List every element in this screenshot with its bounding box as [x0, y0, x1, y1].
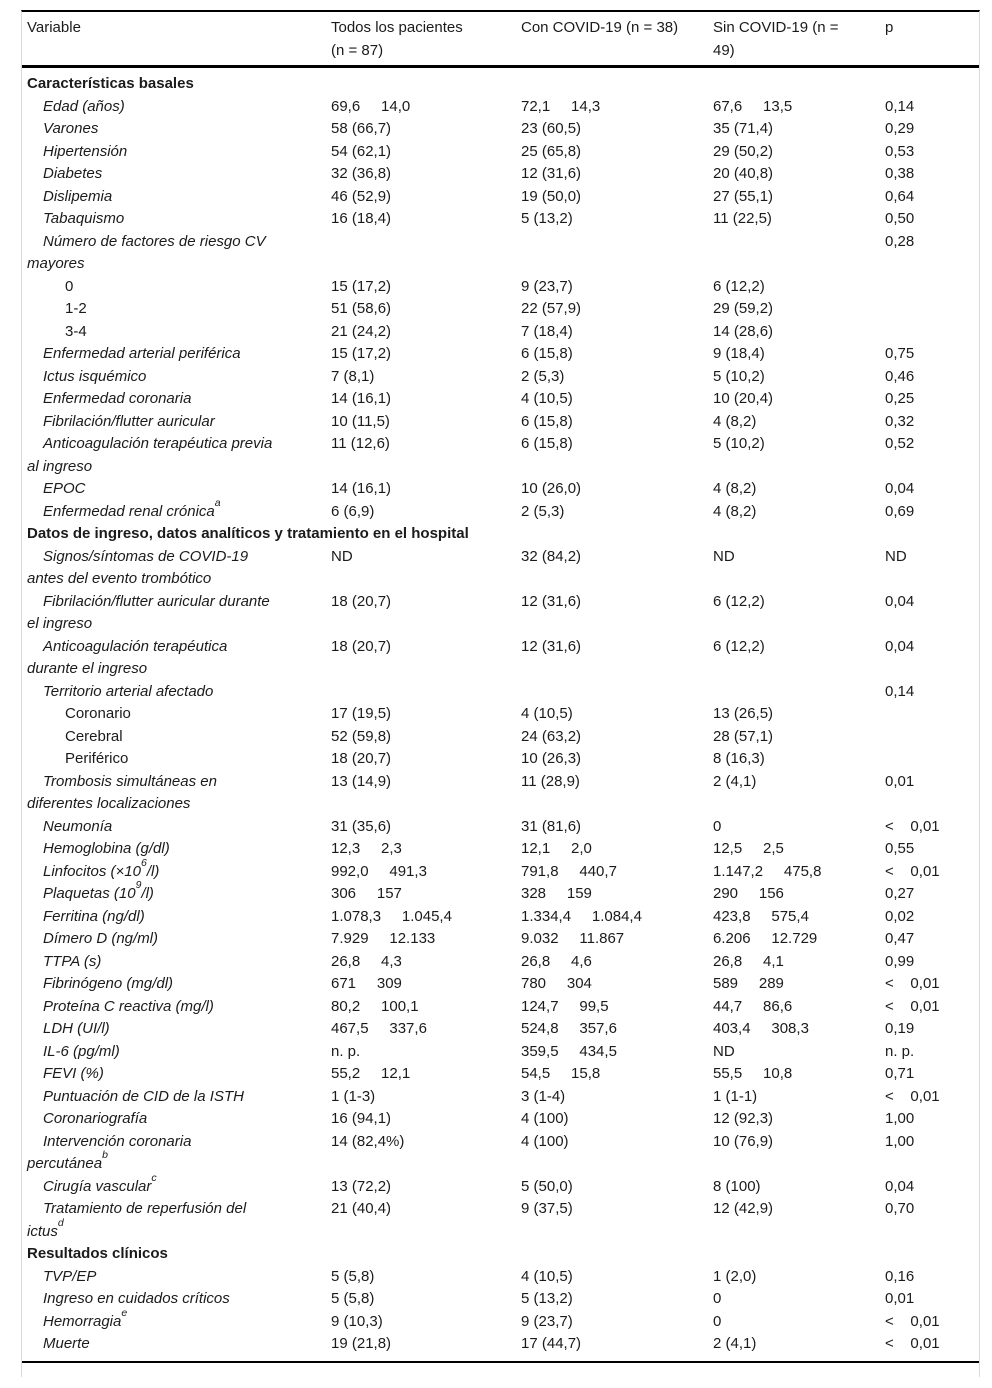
cell-todos: 21 (40,4)	[331, 1200, 392, 1217]
row-label: Tabaquismo	[43, 210, 125, 227]
cell-con-covid: 22 (57,9)	[521, 300, 582, 317]
table-row	[27, 838, 979, 861]
cell-sin-covid: 0	[713, 1312, 722, 1330]
cell-p: 0,14	[885, 682, 915, 700]
row-label: Enfermedad arterial periférica	[43, 345, 241, 362]
cell-con-covid: 24 (63,2)	[521, 727, 582, 745]
cell-sin-covid: 55,5 10,8	[713, 1065, 793, 1082]
cell-sin-covid: 0	[713, 1290, 722, 1307]
table-row	[27, 703, 979, 726]
cell-sin-covid: 4 (8,2)	[713, 412, 757, 430]
cell-con-covid: 23 (60,5)	[521, 120, 582, 137]
cell-con-covid: 2 (5,3)	[521, 367, 565, 385]
cell-sin-covid: 67,6 13,5	[713, 97, 793, 115]
cell-sin-covid: 5 (10,2)	[713, 367, 765, 385]
row-label: Ictus isquémico	[43, 367, 147, 385]
table-row	[27, 321, 979, 344]
cell-con-covid: 72,1 14,3	[521, 97, 601, 115]
col-header-variable-text: Variable	[27, 19, 81, 36]
cell-sin-covid: 4 (8,2)	[713, 502, 757, 520]
cell-todos: 18 (20,7)	[331, 592, 392, 610]
cell-con-covid: 17 (44,7)	[521, 1335, 582, 1352]
cell-sin-covid: 10 (76,9)	[713, 1132, 774, 1150]
table-row	[27, 298, 979, 321]
cell-p: 0,04	[885, 480, 915, 497]
cell-p: < 0,01	[885, 862, 940, 880]
row-label: Anticoagulación terapéutica previa al ingreso	[27, 435, 273, 475]
cell-con-covid: 31 (81,6)	[521, 817, 582, 835]
col-header-todos-line2: (n = 87)	[331, 41, 384, 59]
cell-p: 0,27	[885, 885, 915, 902]
row-label: Periférico	[65, 750, 129, 767]
col-header-sin-covid	[713, 17, 885, 62]
table-row	[27, 1108, 979, 1131]
table-row	[27, 996, 979, 1019]
section-header-row	[27, 1243, 979, 1266]
cell-sin-covid: 26,8 4,1	[713, 952, 784, 970]
table-row	[27, 816, 979, 839]
row-label: Dímero D (ng/ml)	[43, 930, 159, 947]
row-label: Ingreso en cuidados críticos	[43, 1290, 230, 1307]
row-label: Neumonía	[43, 817, 113, 835]
col-header-con-covid	[521, 17, 713, 40]
row-label: Coronariografía	[43, 1110, 148, 1127]
table-row	[27, 1266, 979, 1289]
cell-todos: ND	[331, 547, 353, 565]
cell-p: n. p.	[885, 1042, 915, 1060]
row-label: Número de factores de riesgo CV mayores	[27, 232, 266, 272]
table-row	[27, 276, 979, 299]
cell-con-covid: 5 (13,2)	[521, 210, 573, 227]
cell-con-covid: 12 (31,6)	[521, 637, 582, 655]
section-header-row	[27, 73, 979, 96]
cell-p: 0,99	[885, 952, 915, 970]
cell-p: 0,01	[885, 772, 915, 790]
cell-p: < 0,01	[885, 1312, 940, 1330]
row-label: Cirugía vascular$^c$	[43, 1171, 157, 1195]
cell-todos: 15 (17,2)	[331, 345, 392, 362]
cell-todos: 5 (5,8)	[331, 1290, 375, 1307]
cell-con-covid: 9.032 11.867	[521, 930, 625, 947]
row-label: Trombosis simultáneas en diferentes localizaciones	[27, 772, 217, 812]
cell-todos: 52 (59,8)	[331, 727, 392, 745]
row-label: 1-2	[65, 300, 87, 317]
cell-p: 0,28	[885, 232, 915, 250]
cell-p: 0,53	[885, 142, 915, 160]
footnote-marker: a	[214, 496, 221, 509]
cell-con-covid: 4 (10,5)	[521, 705, 573, 722]
cell-todos: 18 (20,7)	[331, 637, 392, 655]
cell-sin-covid: 11 (22,5)	[713, 210, 772, 227]
cell-todos: 32 (36,8)	[331, 165, 392, 182]
cell-con-covid: 32 (84,2)	[521, 547, 582, 565]
cell-sin-covid: ND	[713, 547, 735, 565]
col-header-sin-covid-line2: 49)	[713, 41, 735, 59]
cell-todos: 17 (19,5)	[331, 705, 392, 722]
cell-todos: 467,5 337,6	[331, 1020, 427, 1037]
cell-con-covid: 4 (100)	[521, 1110, 569, 1127]
cell-p: 0,16	[885, 1267, 915, 1285]
cell-todos: 14 (16,1)	[331, 480, 392, 497]
cell-todos: 46 (52,9)	[331, 187, 392, 205]
cell-sin-covid: 5 (10,2)	[713, 435, 765, 452]
table-body	[22, 68, 979, 1363]
cell-sin-covid: 27 (55,1)	[713, 187, 774, 205]
cell-p: 1,00	[885, 1110, 915, 1127]
cell-con-covid: 4 (100)	[521, 1132, 569, 1150]
section-title: Características basales	[27, 75, 194, 92]
cell-sin-covid: 12,5 2,5	[713, 840, 784, 857]
cell-con-covid: 6 (15,8)	[521, 345, 573, 362]
cell-con-covid: 4 (10,5)	[521, 390, 573, 407]
cell-todos: 16 (94,1)	[331, 1110, 392, 1127]
row-label: Tratamiento de reperfusión del ictus$^d$	[27, 1200, 247, 1240]
cell-con-covid: 11 (28,9)	[521, 772, 580, 790]
cell-todos: 69,6 14,0	[331, 97, 411, 115]
cell-todos: 12,3 2,3	[331, 840, 402, 857]
row-label: 3-4	[65, 322, 87, 340]
table-row	[27, 433, 979, 478]
row-label: Intervención coronaria percutánea$^b$	[27, 1132, 192, 1172]
table-row	[27, 1086, 979, 1109]
cell-todos: 306 157	[331, 885, 402, 902]
cell-sin-covid: 6 (12,2)	[713, 637, 765, 655]
cell-con-covid: 10 (26,0)	[521, 480, 582, 497]
section-title: Datos de ingreso, datos analíticos y tratamiento en el hospital	[27, 525, 469, 542]
cell-todos: 6 (6,9)	[331, 502, 375, 520]
cell-sin-covid: 29 (50,2)	[713, 142, 774, 160]
table-row	[27, 726, 979, 749]
cell-p: 0,01	[885, 1290, 915, 1307]
row-label: Enfermedad coronaria	[43, 390, 192, 407]
table-row	[27, 879, 979, 906]
cell-todos: n. p.	[331, 1042, 361, 1060]
row-label: TTPA (s)	[43, 952, 102, 970]
cell-todos: 7.929 12.133	[331, 930, 436, 947]
cell-con-covid: 26,8 4,6	[521, 952, 592, 970]
cell-todos: 18 (20,7)	[331, 750, 392, 767]
cell-p: 0,04	[885, 592, 915, 610]
cell-p: ND	[885, 547, 907, 565]
cell-p: 0,29	[885, 120, 915, 137]
cell-todos: 5 (5,8)	[331, 1267, 375, 1285]
cell-todos: 16 (18,4)	[331, 210, 392, 227]
table-row	[27, 1171, 979, 1199]
cell-con-covid: 12 (31,6)	[521, 165, 582, 182]
cell-p: 0,55	[885, 840, 915, 857]
cell-p: 0,04	[885, 637, 915, 655]
row-label: TVP/EP	[43, 1267, 97, 1285]
cell-p: 0,52	[885, 435, 915, 452]
section-title: Resultados clínicos	[27, 1245, 168, 1262]
cell-todos: 14 (16,1)	[331, 390, 392, 407]
table-row	[27, 163, 979, 186]
row-label: Edad (años)	[43, 97, 125, 115]
cell-con-covid: 9 (37,5)	[521, 1200, 573, 1217]
cell-con-covid: 328 159	[521, 885, 592, 902]
cell-sin-covid: 12 (92,3)	[713, 1110, 774, 1127]
cell-sin-covid: 9 (18,4)	[713, 345, 765, 362]
cell-con-covid: 359,5 434,5	[521, 1042, 617, 1060]
row-label: Enfermedad renal crónica$^a$	[43, 496, 221, 520]
cell-todos: 19 (21,8)	[331, 1335, 392, 1352]
cell-con-covid: 4 (10,5)	[521, 1267, 573, 1285]
cell-con-covid: 7 (18,4)	[521, 322, 573, 340]
cell-p: 0,38	[885, 165, 915, 182]
cell-todos: 10 (11,5)	[331, 412, 390, 430]
cell-con-covid: 19 (50,0)	[521, 187, 582, 205]
cell-sin-covid: 13 (26,5)	[713, 705, 774, 722]
table-row	[27, 496, 979, 524]
cell-todos: 15 (17,2)	[331, 277, 392, 295]
cell-todos: 80,2 100,1	[331, 997, 419, 1015]
table-row	[27, 951, 979, 974]
cell-sin-covid: 35 (71,4)	[713, 120, 774, 137]
footnote-marker: 9	[135, 879, 142, 891]
table-row	[27, 478, 979, 501]
table-row	[27, 591, 979, 636]
col-header-p	[885, 17, 979, 40]
row-label: Proteína C reactiva (mg/l)	[43, 997, 214, 1015]
cell-con-covid: 12,1 2,0	[521, 840, 592, 857]
table-row	[27, 636, 979, 681]
table-row	[27, 1063, 979, 1086]
footnote-marker: b	[102, 1149, 108, 1161]
cell-p: 0,19	[885, 1020, 915, 1037]
col-header-con-covid-text: Con COVID-19 (n = 38)	[521, 19, 679, 36]
cell-sin-covid: 403,4 308,3	[713, 1020, 809, 1037]
cell-todos: 55,2 12,1	[331, 1065, 411, 1082]
table-row	[27, 681, 979, 704]
cell-con-covid: 9 (23,7)	[521, 1312, 573, 1330]
cell-con-covid: 54,5 15,8	[521, 1065, 601, 1082]
cell-sin-covid: 8 (16,3)	[713, 750, 765, 767]
cell-todos: 9 (10,3)	[331, 1312, 383, 1330]
row-label: Linfocitos $(\times 10^6/l)$	[43, 856, 160, 880]
cell-sin-covid: 589 289	[713, 975, 784, 992]
cell-con-covid: 25 (65,8)	[521, 142, 582, 160]
cell-p: 0,04	[885, 1177, 915, 1195]
cell-sin-covid: 12 (42,9)	[713, 1200, 774, 1217]
row-label: Dislipemia	[43, 187, 113, 205]
row-label: Hemorragia$^e$	[43, 1306, 128, 1330]
cell-p: 1,00	[885, 1132, 915, 1150]
cell-todos: 54 (62,1)	[331, 142, 392, 160]
section-header-row	[27, 523, 979, 546]
table-row	[27, 973, 979, 996]
cell-todos: 7 (8,1)	[331, 367, 375, 385]
cell-con-covid: 2 (5,3)	[521, 502, 565, 520]
col-header-p-text: p	[885, 19, 894, 36]
row-label: LDH (UI/l)	[43, 1020, 110, 1037]
table-row	[27, 546, 979, 591]
table-row	[27, 906, 979, 929]
cell-p: 0,75	[885, 345, 915, 362]
row-label: Signos/síntomas de COVID-19 antes del evento trombótico	[27, 547, 249, 587]
footnote-marker: c	[151, 1171, 157, 1184]
row-label: Plaquetas $(10^9/l)$	[43, 879, 154, 902]
table-row	[27, 366, 979, 389]
cell-sin-covid: 6.206 12.729	[713, 930, 818, 947]
cell-con-covid: 780 304	[521, 975, 592, 992]
table-row	[27, 141, 979, 164]
row-label: Territorio arterial afectado	[43, 682, 214, 700]
cell-p: 0,46	[885, 367, 915, 385]
row-label: Anticoagulación terapéutica durante el ingreso	[27, 637, 228, 677]
cell-todos: 1 (1-3)	[331, 1087, 376, 1105]
cell-sin-covid: 10 (20,4)	[713, 390, 774, 407]
cell-sin-covid: 2 (4,1)	[713, 772, 757, 790]
cell-p: 0,32	[885, 412, 915, 430]
table-row	[27, 771, 979, 816]
row-label: Hemoglobina (g/dl)	[43, 840, 170, 857]
row-label: Fibrinógeno (mg/dl)	[43, 975, 174, 992]
table-row	[27, 856, 979, 884]
row-label: Diabetes	[43, 165, 103, 182]
cell-todos: 1.078,3 1.045,4	[331, 907, 452, 925]
col-header-sin-covid-line1: Sin COVID-19 (n =	[713, 19, 839, 36]
cell-p: < 0,01	[885, 997, 940, 1015]
cell-todos: 51 (58,6)	[331, 300, 392, 317]
cell-sin-covid: 6 (12,2)	[713, 592, 765, 610]
cell-sin-covid: 8 (100)	[713, 1177, 761, 1195]
col-header-todos	[331, 17, 521, 62]
comparison-table	[21, 10, 980, 1377]
table-row	[27, 1041, 979, 1064]
cell-p: 0,47	[885, 930, 915, 947]
cell-todos: 26,8 4,3	[331, 952, 402, 970]
cell-sin-covid: 44,7 86,6	[713, 997, 793, 1015]
cell-con-covid: 12 (31,6)	[521, 592, 582, 610]
table-row	[27, 231, 979, 276]
cell-con-covid: 9 (23,7)	[521, 277, 573, 295]
cell-p: 0,50	[885, 210, 915, 227]
cell-todos: 11 (12,6)	[331, 435, 390, 452]
cell-todos: 58 (66,7)	[331, 120, 392, 137]
cell-p: < 0,01	[885, 817, 940, 835]
cell-sin-covid: 423,8 575,4	[713, 907, 809, 925]
cell-p: 0,71	[885, 1065, 915, 1082]
cell-sin-covid: 6 (12,2)	[713, 277, 765, 295]
cell-sin-covid: 1.147,2 475,8	[713, 862, 822, 880]
cell-todos: 13 (14,9)	[331, 772, 392, 790]
table-row	[27, 96, 979, 119]
cell-p: < 0,01	[885, 1335, 940, 1352]
table-row	[27, 1198, 979, 1243]
cell-todos: 992,0 491,3	[331, 862, 427, 880]
cell-p: 0,69	[885, 502, 915, 520]
cell-sin-covid: 2 (4,1)	[713, 1335, 757, 1352]
table-row	[27, 208, 979, 231]
cell-con-covid: 524,8 357,6	[521, 1020, 617, 1037]
cell-todos: 13 (72,2)	[331, 1177, 392, 1195]
table-header-row	[22, 12, 979, 68]
cell-todos: 21 (24,2)	[331, 322, 392, 340]
table-row	[27, 118, 979, 141]
cell-sin-covid: 4 (8,2)	[713, 480, 757, 497]
cell-p: 0,64	[885, 187, 915, 205]
table-row	[27, 411, 979, 434]
col-header-todos-line1: Todos los pacientes	[331, 19, 463, 36]
row-label: Varones	[43, 120, 99, 137]
cell-sin-covid: 0	[713, 817, 722, 835]
row-label: Muerte	[43, 1335, 90, 1352]
row-label: Ferritina (ng/dl)	[43, 907, 145, 925]
table-row	[27, 928, 979, 951]
cell-con-covid: 791,8 440,7	[521, 862, 617, 880]
row-label: Coronario	[65, 705, 131, 722]
cell-sin-covid: 1 (2,0)	[713, 1267, 757, 1285]
cell-sin-covid: 28 (57,1)	[713, 727, 774, 745]
footnote-marker: e	[121, 1306, 128, 1319]
row-label: FEVI (%)	[43, 1065, 104, 1082]
row-label: Fibrilación/flutter auricular	[43, 412, 215, 430]
cell-sin-covid: 1 (1-1)	[713, 1087, 758, 1105]
table-row	[27, 1018, 979, 1041]
row-label: Cerebral	[65, 727, 123, 745]
cell-todos: 671 309	[331, 975, 402, 992]
cell-p: 0,14	[885, 97, 915, 115]
row-label: Hipertensión	[43, 142, 128, 160]
cell-sin-covid: 14 (28,6)	[713, 322, 774, 340]
table-row	[27, 186, 979, 209]
cell-p: < 0,01	[885, 1087, 940, 1105]
table-row	[27, 748, 979, 771]
cell-p: 0,70	[885, 1200, 915, 1217]
table-row	[27, 388, 979, 411]
table-row	[27, 1288, 979, 1311]
footnote-marker: d	[57, 1216, 64, 1229]
cell-todos: 14 (82,4%)	[331, 1132, 405, 1150]
cell-con-covid: 5 (50,0)	[521, 1177, 573, 1195]
cell-p: < 0,01	[885, 975, 940, 992]
table-row	[27, 1333, 979, 1356]
cell-sin-covid: ND	[713, 1042, 735, 1060]
col-header-variable	[27, 17, 331, 40]
cell-con-covid: 6 (15,8)	[521, 435, 573, 452]
row-label: Puntuación de CID de la ISTH	[43, 1087, 244, 1105]
cell-con-covid: 5 (13,2)	[521, 1290, 573, 1307]
cell-sin-covid: 290 156	[713, 885, 784, 902]
footnote-marker: 6	[140, 856, 147, 869]
table-row	[27, 1306, 979, 1334]
table-bottom-margin	[22, 1363, 979, 1377]
cell-sin-covid: 20 (40,8)	[713, 165, 774, 182]
cell-con-covid: 1.334,4 1.084,4	[521, 907, 642, 925]
row-label: 0	[65, 277, 74, 295]
cell-p: 0,25	[885, 390, 915, 407]
table-row	[27, 343, 979, 366]
cell-todos: 31 (35,6)	[331, 817, 392, 835]
cell-p: 0,02	[885, 907, 915, 925]
cell-con-covid: 3 (1-4)	[521, 1087, 566, 1105]
cell-con-covid: 124,7 99,5	[521, 997, 609, 1015]
table-row	[27, 1131, 979, 1176]
row-label: Fibrilación/flutter auricular durante el ingreso	[27, 592, 270, 632]
row-label: EPOC	[43, 480, 86, 497]
cell-sin-covid: 29 (59,2)	[713, 300, 774, 317]
cell-con-covid: 6 (15,8)	[521, 412, 573, 430]
row-label: IL-6 (pg/ml)	[43, 1042, 120, 1060]
cell-con-covid: 10 (26,3)	[521, 750, 582, 767]
